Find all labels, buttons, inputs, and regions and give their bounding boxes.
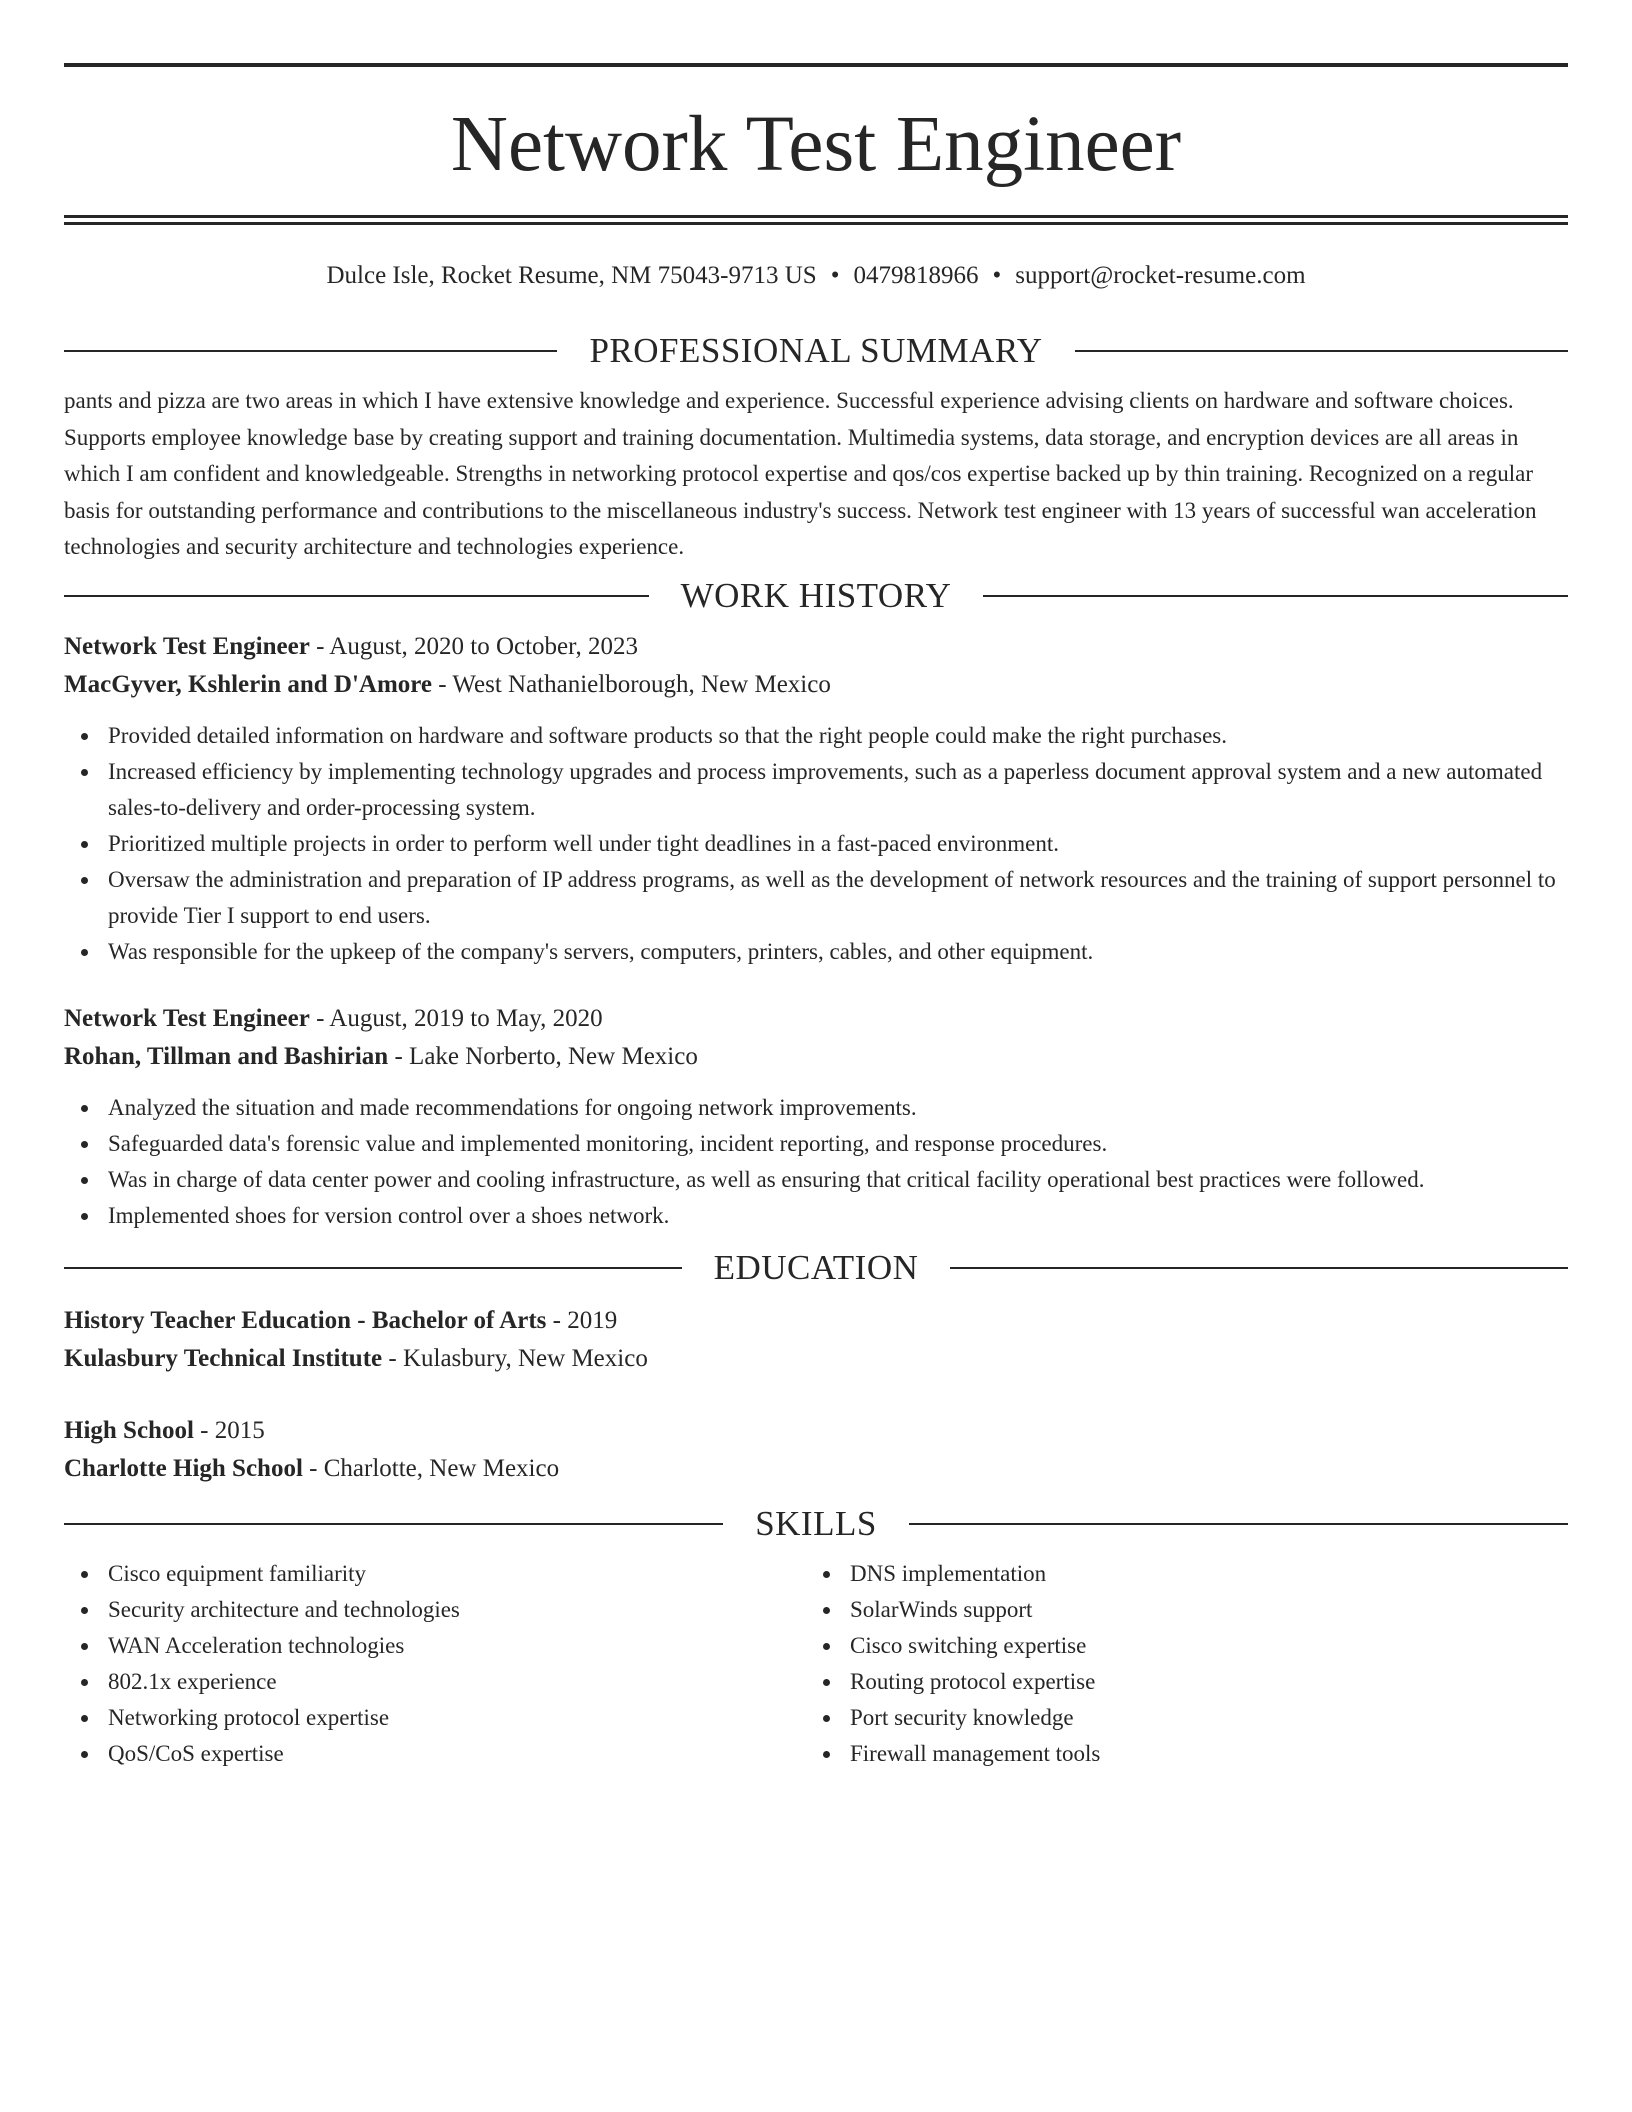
section-heading-work-history xyxy=(64,576,1568,616)
education-year: - 2015 xyxy=(193,1416,265,1444)
skill-item: Networking protocol expertise xyxy=(64,1700,806,1736)
job-company: MacGyver, Kshlerin and D'Amore xyxy=(64,670,433,698)
title-double-rule xyxy=(64,215,1568,225)
education-school-line xyxy=(64,1450,1568,1488)
section-title: EDUCATION xyxy=(713,1247,919,1287)
job-dates: - August, 2019 to May, 2020 xyxy=(309,1004,603,1032)
skill-item: Firewall management tools xyxy=(806,1736,1548,1772)
education-entry xyxy=(64,1412,1568,1488)
skill-item: Security architecture and technologies xyxy=(64,1592,806,1628)
contact-line xyxy=(64,261,1568,291)
heading-rule xyxy=(1075,350,1568,352)
list-item: Oversaw the administration and preparation of IP address programs, as well as the development of network resources and the training of support personnel to provide Tier I support to end users. xyxy=(64,862,1568,934)
skills-list xyxy=(806,1556,1548,1772)
heading-rule xyxy=(64,595,649,597)
section-heading-education xyxy=(64,1248,1568,1288)
heading-rule xyxy=(64,350,557,352)
job-location: - Lake Norberto, New Mexico xyxy=(388,1042,698,1070)
list-item: Analyzed the situation and made recommendations for ongoing network improvements. xyxy=(64,1090,1568,1126)
contact-separator: • xyxy=(830,262,840,289)
job-dates: - August, 2020 to October, 2023 xyxy=(309,632,638,660)
education-degree: High School xyxy=(64,1416,194,1444)
job-entry xyxy=(64,1000,1568,1234)
section-title: PROFESSIONAL SUMMARY xyxy=(589,331,1043,370)
skill-item: Cisco switching expertise xyxy=(806,1628,1548,1664)
heading-rule xyxy=(950,1267,1568,1269)
education-degree-line xyxy=(64,1412,1568,1450)
heading-rule xyxy=(64,1267,682,1269)
skills-column-right xyxy=(806,1556,1548,1772)
section-heading-summary xyxy=(64,331,1568,371)
job-bullets xyxy=(64,1090,1568,1234)
job-location: - West Nathanielborough, New Mexico xyxy=(432,670,831,698)
job-title: Network Test Engineer xyxy=(64,1004,310,1032)
education-entry xyxy=(64,1302,1568,1378)
skills-columns xyxy=(64,1556,1568,1772)
skills-list xyxy=(64,1556,806,1772)
contact-phone: 0479818966 xyxy=(853,262,979,289)
list-item: Safeguarded data's forensic value and implemented monitoring, incident reporting, and response procedures. xyxy=(64,1126,1568,1162)
section-title: WORK HISTORY xyxy=(680,575,952,615)
contact-email: support@rocket-resume.com xyxy=(1015,262,1306,289)
heading-rule xyxy=(64,1523,723,1525)
section-heading-skills xyxy=(64,1504,1568,1544)
job-company-line xyxy=(64,666,1568,704)
list-item: Was in charge of data center power and cooling infrastructure, as well as ensuring that critical facility operational best practices were followed. xyxy=(64,1162,1568,1198)
list-item: Implemented shoes for version control over a shoes network. xyxy=(64,1198,1568,1234)
skill-item: SolarWinds support xyxy=(806,1592,1548,1628)
page-title: Network Test Engineer xyxy=(450,101,1182,188)
education-degree-line xyxy=(64,1302,1568,1340)
skill-item: WAN Acceleration technologies xyxy=(64,1628,806,1664)
job-company: Rohan, Tillman and Bashirian xyxy=(64,1042,389,1070)
skill-item: QoS/CoS expertise xyxy=(64,1736,806,1772)
job-title-line xyxy=(64,628,1568,666)
job-bullets xyxy=(64,718,1568,970)
education-year: - 2019 xyxy=(546,1306,618,1334)
education-degree: History Teacher Education - Bachelor of Arts xyxy=(64,1306,547,1334)
section-title: SKILLS xyxy=(755,1503,877,1543)
list-item: Increased efficiency by implementing technology upgrades and process improvements, such as a paperless document approval system and a new automated sales-to-delivery and order-processing system. xyxy=(64,754,1568,826)
education-location: - Charlotte, New Mexico xyxy=(302,1454,560,1482)
resume-page xyxy=(64,63,1568,1772)
heading-rule xyxy=(909,1523,1568,1525)
education-location: - Kulasbury, New Mexico xyxy=(382,1344,648,1372)
list-item: Was responsible for the upkeep of the company's servers, computers, printers, cables, and other equipment. xyxy=(64,934,1568,970)
list-item: Prioritized multiple projects in order to perform well under tight deadlines in a fast-paced environment. xyxy=(64,826,1568,862)
contact-address: Dulce Isle, Rocket Resume, NM 75043-9713 US xyxy=(326,262,817,289)
job-title: Network Test Engineer xyxy=(64,632,310,660)
job-entry xyxy=(64,628,1568,970)
heading-rule xyxy=(983,595,1568,597)
education-school: Charlotte High School xyxy=(64,1454,303,1482)
job-title-line xyxy=(64,1000,1568,1038)
skill-item: Routing protocol expertise xyxy=(806,1664,1548,1700)
contact-separator: • xyxy=(992,262,1002,289)
skill-item: 802.1x experience xyxy=(64,1664,806,1700)
skill-item: Cisco equipment familiarity xyxy=(64,1556,806,1592)
education-school: Kulasbury Technical Institute xyxy=(64,1344,383,1372)
summary-text: pants and pizza are two areas in which I have extensive knowledge and experience. Successful experience advising clients on hardware and software choices. Supports employee knowledge base by creating support and training documentation. Multimedia systems, data storage, and encryption devices are all areas in which I am confident and knowledgeable. Strengths in networking protocol expertise and qos/cos expertise backed up by thin training. Recognized on a regular basis for outstanding performance and contributions to the miscellaneous industry's success. Network test engineer with 13 years of successful wan acceleration technologies and security architecture and technologies experience. xyxy=(64,388,1537,559)
skills-column-left xyxy=(64,1556,806,1772)
job-company-line xyxy=(64,1038,1568,1076)
skill-item: DNS implementation xyxy=(806,1556,1548,1592)
list-item: Provided detailed information on hardware and software products so that the right people could make the right purchases. xyxy=(64,718,1568,754)
skill-item: Port security knowledge xyxy=(806,1700,1548,1736)
education-school-line xyxy=(64,1340,1568,1378)
